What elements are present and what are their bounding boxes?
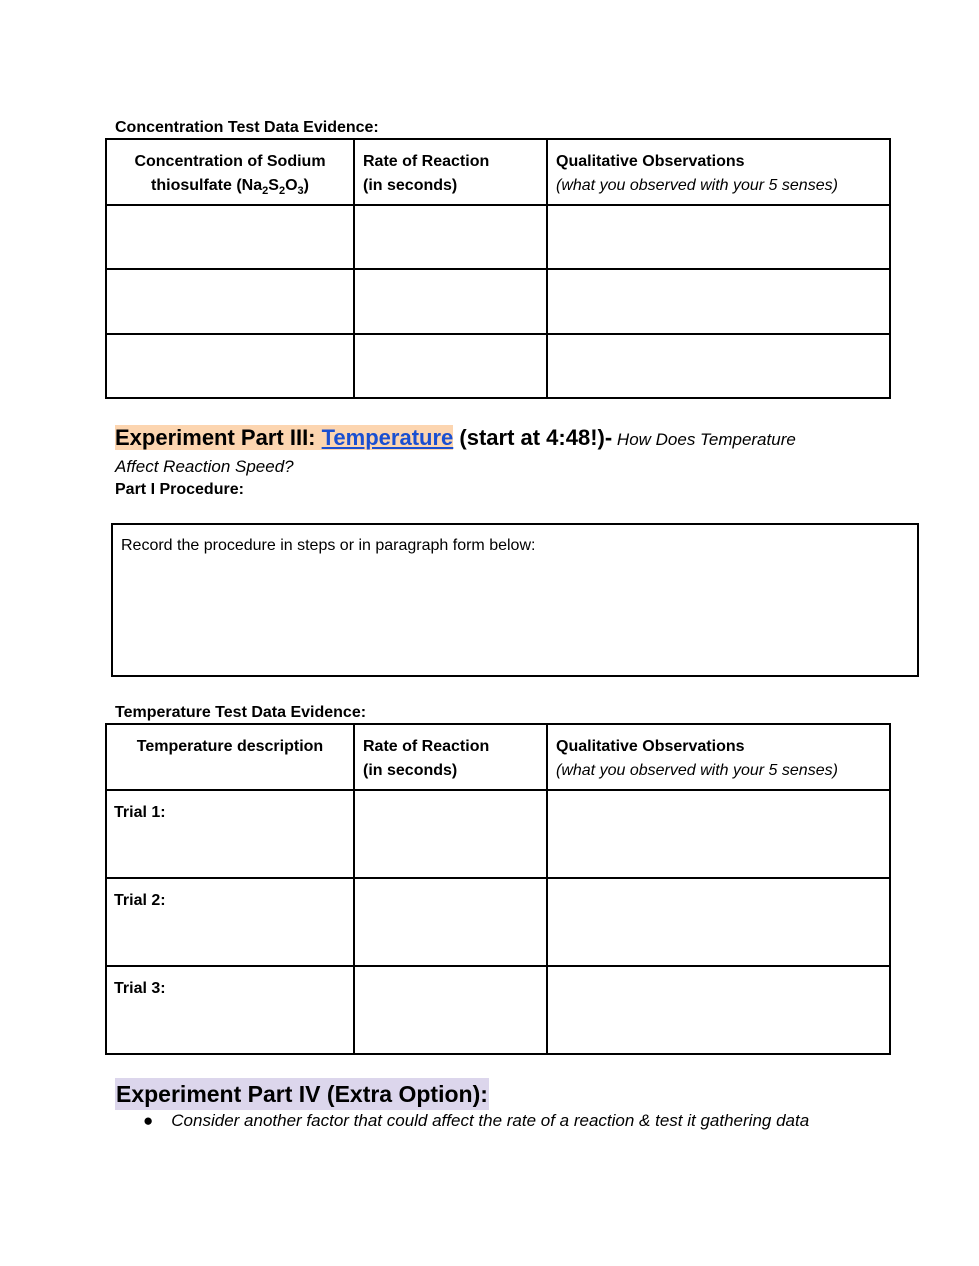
table-cell[interactable] (547, 790, 890, 878)
table-cell[interactable] (354, 966, 547, 1054)
table-cell[interactable] (106, 334, 354, 398)
header-line: (what you observed with your 5 senses) (556, 762, 838, 779)
table-row (106, 966, 890, 1054)
header-line: Qualitative Observations (556, 738, 745, 755)
bullet-icon: ● (143, 1111, 154, 1130)
header-temperature-description: Temperature description (106, 724, 354, 790)
table-cell[interactable] (354, 878, 547, 966)
part4-heading: Experiment Part IV (Extra Option): (115, 1078, 489, 1110)
part3-heading-prefix: Experiment Part III: (115, 425, 322, 450)
part3-question: How Does Temperature (612, 430, 796, 449)
table-row (106, 205, 890, 269)
temperature-link[interactable]: Temperature (321, 425, 454, 450)
header-observations (547, 139, 890, 205)
table-row (106, 269, 890, 334)
table-cell[interactable] (547, 966, 890, 1054)
temperature-data-table (105, 723, 891, 1055)
table-cell[interactable] (547, 205, 890, 269)
table-cell[interactable] (354, 269, 547, 334)
table-header-row (106, 139, 890, 205)
table-header-row (106, 724, 890, 790)
header-observations (547, 724, 890, 790)
header-line: thiosulfate $(Na_2S_2O_3)$ (151, 177, 309, 198)
header-line: Concentration of Sodium (134, 153, 326, 170)
table-cell[interactable] (354, 205, 547, 269)
concentration-table-title: Concentration Test Data Evidence: (115, 119, 379, 136)
header-line: Rate of Reaction (363, 738, 490, 755)
part4-bullet-item (143, 1109, 809, 1133)
part3-heading-highlight (115, 425, 453, 450)
header-rate (354, 139, 547, 205)
trial-2-cell[interactable]: Trial 2: (106, 878, 354, 966)
table-row (106, 334, 890, 398)
header-concentration (106, 139, 354, 205)
procedure-prompt: Record the procedure in steps or in paragraph form below: (121, 537, 536, 554)
table-row (106, 878, 890, 966)
table-cell[interactable] (547, 334, 890, 398)
temperature-table-title: Temperature Test Data Evidence: (115, 704, 367, 721)
table-row (106, 790, 890, 878)
header-line: Qualitative Observations (556, 153, 745, 170)
trial-1-cell[interactable]: Trial 1: (106, 790, 354, 878)
table-cell[interactable] (547, 878, 890, 966)
table-cell[interactable] (547, 269, 890, 334)
header-line: (in seconds) (363, 762, 458, 779)
procedure-label: Part I Procedure: (115, 481, 244, 498)
table-cell[interactable] (106, 205, 354, 269)
header-line: (in seconds) (363, 177, 458, 194)
procedure-box[interactable] (111, 523, 919, 677)
trial-3-cell[interactable]: Trial 3: (106, 966, 354, 1054)
part3-question-continued: Affect Reaction Speed? (115, 457, 294, 476)
part3-heading-suffix: (start at 4:48!)- (453, 425, 613, 450)
header-rate (354, 724, 547, 790)
header-line: Rate of Reaction (363, 153, 490, 170)
table-cell[interactable] (354, 790, 547, 878)
header-line: (what you observed with your 5 senses) (556, 177, 838, 194)
table-cell[interactable] (354, 334, 547, 398)
table-cell[interactable] (106, 269, 354, 334)
part3-heading (115, 423, 855, 455)
part4-bullet-text: Consider another factor that could affect the rate of a reaction & test it gathering data (171, 1111, 810, 1130)
concentration-data-table (105, 138, 891, 399)
